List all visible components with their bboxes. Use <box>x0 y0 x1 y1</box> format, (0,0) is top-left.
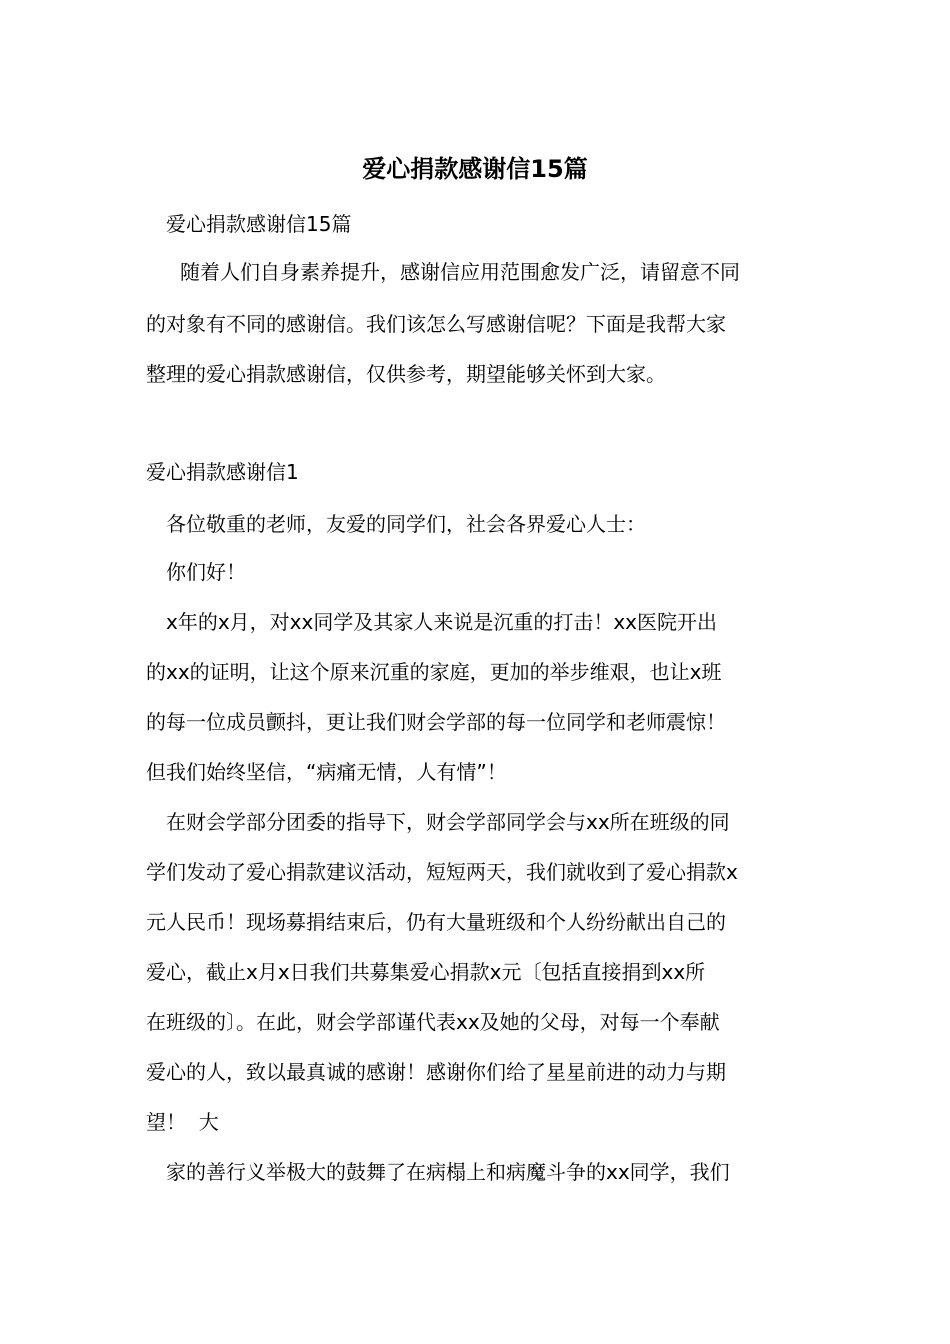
paragraph-line: 元人民币！现场募捐结束后，仍有大量班级和个人纷纷献出自己的 <box>146 910 726 934</box>
document-title: 爱心捐款感谢信15篇 <box>362 155 588 183</box>
paragraph-line: 的每一位成员颤抖，更让我们财会学部的每一位同学和老师震惊！ <box>146 710 726 734</box>
section-heading: 爱心捐款感谢信1 <box>146 460 299 484</box>
intro-line: 随着人们自身素养提升，感谢信应用范围愈发广泛，请留意不同 <box>180 260 740 284</box>
greeting-line: 各位敬重的老师，友爱的同学们，社会各界爱心人士： <box>166 512 646 536</box>
paragraph-line: 家的善行义举极大的鼓舞了在病榻上和病魔斗争的xx同学，我们 <box>166 1160 730 1184</box>
paragraph-line: 学们发动了爱心捐款建议活动，短短两天，我们就收到了爱心捐款x <box>146 860 738 884</box>
paragraph-line: 爱心，截止x月x日我们共募集爱心捐款x元〔包括直接捐到xx所 <box>146 960 706 984</box>
intro-line: 的对象有不同的感谢信。我们该怎么写感谢信呢？下面是我帮大家 <box>146 312 726 336</box>
paragraph-line: 在财会学部分团委的指导下，财会学部同学会与xx所在班级的同 <box>166 810 730 834</box>
document-subtitle: 爱心捐款感谢信15篇 <box>166 212 352 236</box>
paragraph-line: 在班级的〕。在此，财会学部谨代表xx及她的父母，对每一个奉献 <box>146 1010 720 1034</box>
paragraph-line: 望！ 大 <box>146 1110 219 1134</box>
salutation-line: 你们好！ <box>166 560 246 584</box>
paragraph-line: 但我们始终坚信，“病痛无情，人有情”！ <box>146 760 507 784</box>
intro-line: 整理的爱心捐款感谢信，仅供参考，期望能够关怀到大家。 <box>146 362 666 386</box>
paragraph-line: 的xx的证明，让这个原来沉重的家庭，更加的举步维艰，也让x班 <box>146 660 722 684</box>
paragraph-line: x年的x月，对xx同学及其家人来说是沉重的打击！xx医院开出 <box>166 610 718 634</box>
paragraph-line: 爱心的人，致以最真诚的感谢！感谢你们给了星星前进的动力与期 <box>146 1060 726 1084</box>
